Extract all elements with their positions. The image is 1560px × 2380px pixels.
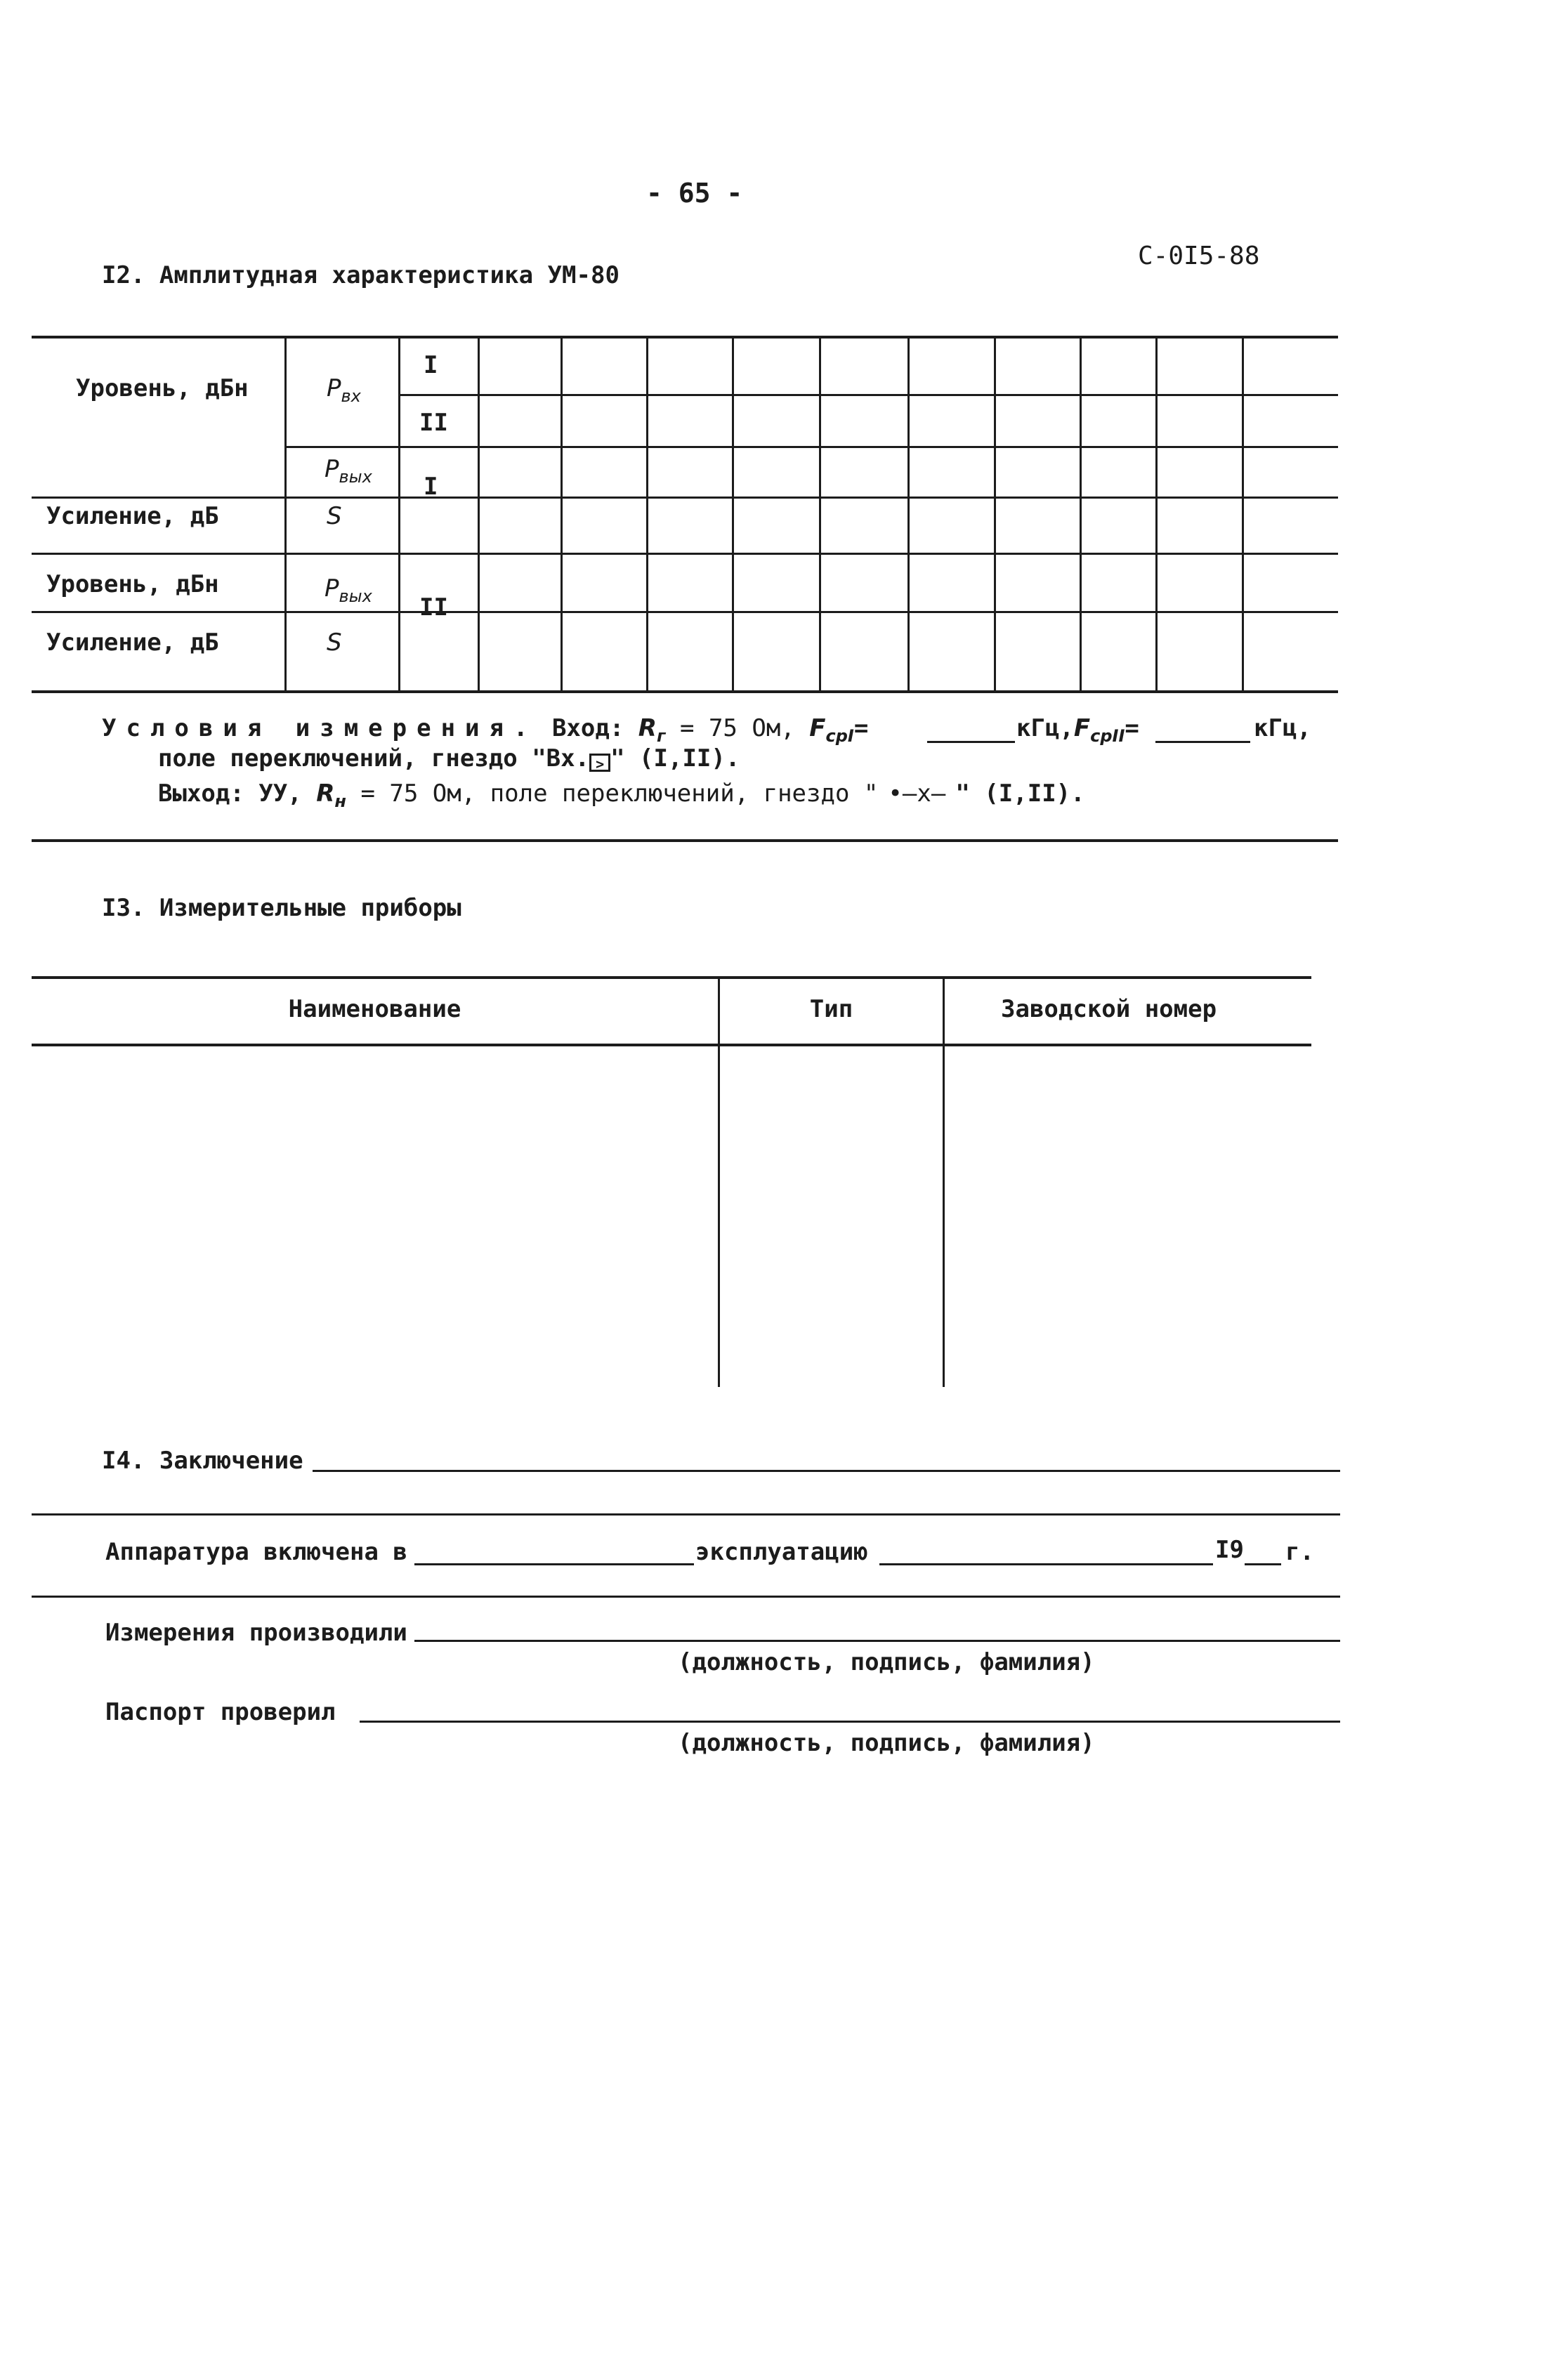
section-12-title: I2. Амплитудная характеристика УМ-80: [102, 261, 620, 289]
column-header-serial: Заводской номер: [1001, 995, 1217, 1023]
checked-by-label: Паспорт проверил: [105, 1698, 336, 1726]
row-label-gain-1: Усиление, дБ: [46, 502, 219, 530]
conditions-line-3: Выход: УУ, $R_н = 75$ Ом, поле переключений, гнездо " •—x— " (I,II).: [158, 780, 1085, 811]
position-hint-1: (должность, подпись, фамилия): [678, 1648, 1095, 1676]
param-p-in: $P_{вх}$: [327, 374, 361, 406]
position-hint-2: (должность, подпись, фамилия): [678, 1729, 1095, 1757]
channel-i-in: I: [424, 351, 438, 379]
section-14-title: I4. Заключение: [102, 1447, 303, 1475]
column-header-type: Тип: [809, 995, 853, 1023]
khz-1: $кГц,F_{срII}=$: [1016, 714, 1139, 746]
param-p-out-1: $P_{вых}$: [325, 455, 372, 487]
exploitation-date-field[interactable]: [879, 1563, 1213, 1565]
row-label-level-in: Уровень, дБн: [76, 374, 249, 402]
document-code: С-0I5-88: [1138, 242, 1260, 270]
channel-ii-in: II: [419, 409, 448, 437]
row-label-level-out: Уровень, дБн: [46, 570, 219, 598]
measured-by-label: Измерения производили: [105, 1619, 407, 1647]
row-label-gain-2: Усиление, дБ: [46, 629, 219, 657]
crossed-line-symbol-icon: •—x—: [888, 780, 946, 808]
page-number: - 65 -: [646, 178, 743, 209]
conditions-line-1: Условия измерения. Вход: $R_г = 75$ Ом, $F_{срI}=$: [102, 714, 869, 746]
channel-i-out: I: [424, 473, 438, 501]
column-header-name: Наименование: [288, 995, 461, 1023]
khz-2: кГц,: [1254, 714, 1311, 742]
conditions-line-2: поле переключений, гнездо "Вх. > " (I,II).: [158, 744, 740, 772]
year-prefix: I9: [1215, 1536, 1244, 1564]
exploitation-label: эксплуатацию: [695, 1538, 868, 1566]
measured-by-field[interactable]: [414, 1640, 1340, 1642]
apparatus-label: Аппаратура включена в: [105, 1538, 407, 1566]
channel-ii-out: II: [419, 593, 448, 622]
apparatus-field[interactable]: [414, 1563, 694, 1565]
param-s-2: S: [327, 629, 342, 657]
param-p-out-2: $P_{вых}$: [325, 574, 372, 606]
year-field[interactable]: [1245, 1563, 1281, 1565]
section-13-title: I3. Измерительные приборы: [102, 894, 461, 922]
conclusion-field[interactable]: [313, 1470, 1340, 1472]
year-suffix: г.: [1285, 1538, 1314, 1566]
param-s-1: S: [327, 502, 342, 530]
checked-by-field[interactable]: [360, 1721, 1340, 1723]
socket-symbol-icon: >: [589, 754, 610, 772]
